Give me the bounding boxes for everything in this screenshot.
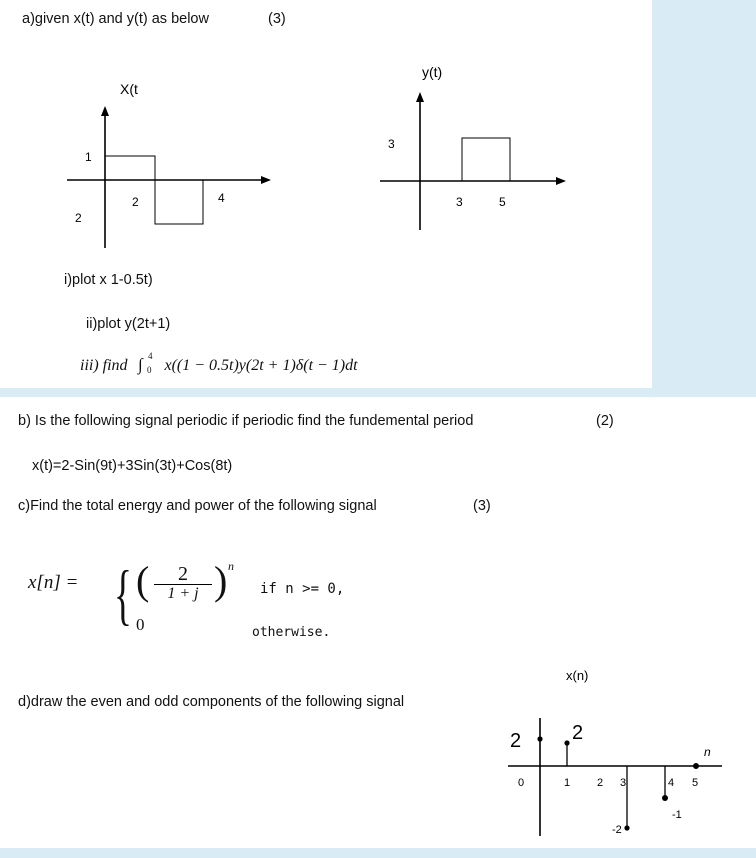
plot-value-label-left: 2 — [510, 730, 522, 752]
stem-n0-dot — [537, 736, 542, 741]
graph-x-t — [55, 70, 285, 255]
question-a-ii: ii)plot y(2t+1) — [86, 316, 171, 332]
part-b-marks: (2) — [596, 413, 614, 429]
plot-tick-3: 3 — [620, 777, 627, 789]
plot-tick-0: 0 — [518, 777, 525, 789]
question-a-i: i)plot x 1-0.5t) — [64, 272, 153, 288]
part-a-marks: (3) — [268, 11, 286, 27]
equation-case2-condition: otherwise. — [252, 625, 331, 640]
equation-exponent: n — [228, 559, 234, 573]
plot-tick-1: 1 — [564, 777, 571, 789]
graph-x-tick-1: 1 — [85, 150, 92, 164]
graph-x-tick-2-left: 2 — [75, 211, 82, 225]
equation-numerator: 2 — [154, 565, 212, 585]
part-b-question: b) Is the following signal periodic if periodic find the fundemental period — [18, 413, 474, 429]
plot-tick-5: 5 — [692, 777, 699, 789]
stem-n1-dot — [564, 740, 569, 745]
equation-paren-left: ( — [136, 558, 150, 603]
graph-y-pulse — [462, 138, 510, 181]
part-a-heading: a)given x(t) and y(t) as below — [22, 11, 209, 27]
graph-x-pulse-negative — [155, 180, 203, 224]
stem-n5-dot — [693, 763, 699, 769]
plot-tick-2: 2 — [597, 777, 604, 789]
plot-value-label-neg2: -2 — [612, 824, 622, 836]
stem-n3-dot — [624, 825, 629, 830]
graph-y-horizontal-arrow — [556, 177, 566, 185]
graph-x-label: X(t — [120, 81, 138, 97]
graph-y-t — [380, 60, 580, 235]
graph-x-tick-2: 2 — [132, 195, 139, 209]
part-c-marks: (3) — [473, 498, 491, 514]
graph-y-label: y(t) — [422, 64, 443, 80]
discrete-signal-plot — [500, 660, 730, 840]
graph-y-vertical-arrow — [416, 92, 424, 102]
part-d-question: d)draw the even and odd components of the following signal — [18, 694, 405, 710]
equation-fraction — [154, 565, 212, 603]
graph-x-vertical-arrow — [101, 106, 109, 116]
plot-axis-label: n — [704, 745, 711, 759]
graph-y-tick-3-vertical: 3 — [388, 137, 395, 151]
equation-case2-value: 0 — [136, 615, 145, 634]
equation-brace: { — [114, 556, 132, 632]
question-a-iii — [80, 351, 358, 375]
equation-denominator: 1 + j — [167, 585, 199, 602]
question-a-iii-integral: ∫ 4 0 — [138, 351, 153, 375]
plot-title: x(n) — [566, 668, 589, 683]
graph-x-pulse-positive — [105, 156, 155, 180]
graph-x-tick-4: 4 — [218, 191, 225, 205]
stem-n4-dot — [662, 795, 668, 801]
part-b-signal: x(t)=2-Sin(9t)+3Sin(3t)+Cos(8t) — [32, 458, 233, 474]
equation-case1-condition: if n >= 0, — [260, 581, 345, 597]
equation-lhs: x[n] = — [28, 572, 79, 593]
plot-value-label-neg1: -1 — [672, 809, 682, 821]
question-a-iii-expression: x((1 − 0.5t)y(2t + 1)δ(t − 1)dt — [164, 357, 358, 374]
plot-tick-4: 4 — [668, 777, 675, 789]
question-a-iii-prefix: iii) find — [80, 357, 128, 374]
part-c-question: c)Find the total energy and power of the following signal — [18, 498, 377, 514]
graph-y-tick-3: 3 — [456, 195, 463, 209]
plot-value-label-right: 2 — [572, 722, 584, 744]
equation-paren-right: ) — [214, 558, 228, 603]
graph-x-horizontal-arrow — [261, 176, 271, 184]
graph-y-tick-5: 5 — [499, 195, 506, 209]
part-c-equation — [28, 555, 388, 645]
